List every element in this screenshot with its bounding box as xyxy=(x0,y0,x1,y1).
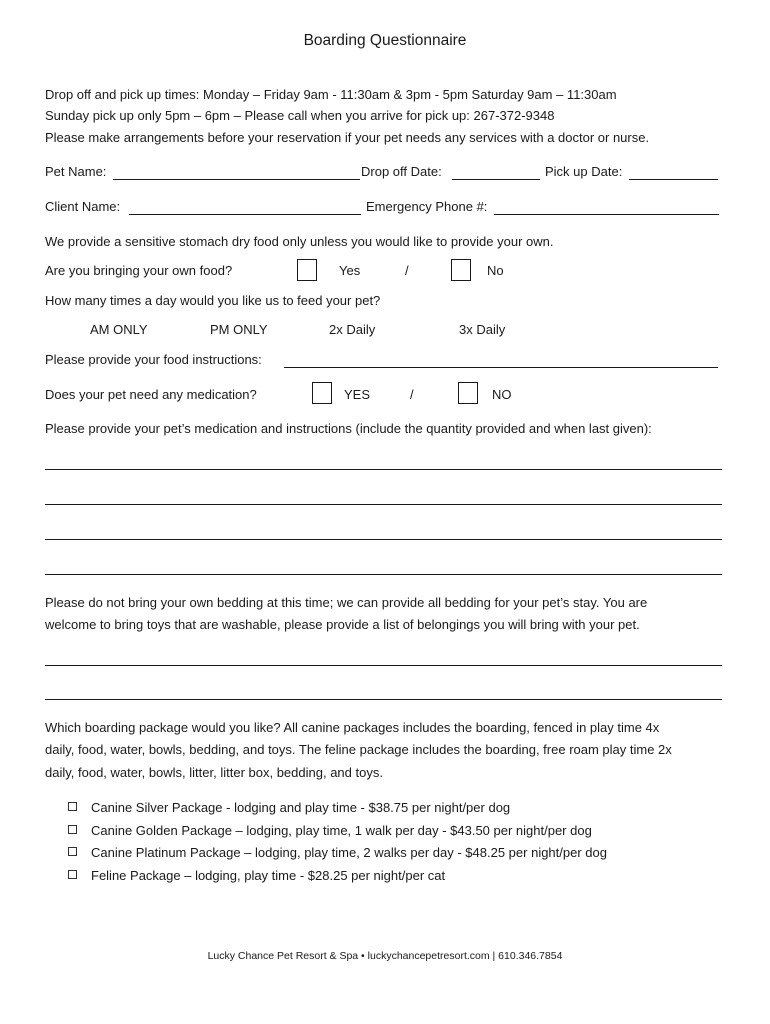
medication-question: Does your pet need any medication? xyxy=(45,387,257,402)
medication-line-3[interactable] xyxy=(45,539,722,540)
packages-intro-3: daily, food, water, bowls, litter, litter box, bedding, and toys. xyxy=(45,765,383,780)
client-name-field[interactable] xyxy=(129,214,361,215)
packages-intro-1: Which boarding package would you like? All canine packages includes the boarding, fenced in play time 4x xyxy=(45,720,660,735)
own-food-question: Are you bringing your own food? xyxy=(45,263,233,278)
own-food-yes-label: Yes xyxy=(339,263,361,278)
belongings-line-2[interactable] xyxy=(45,699,722,700)
package-golden-label: Canine Golden Package – lodging, play time, 1 walk per day - $43.50 per night/per dog xyxy=(91,823,592,838)
feeding-option-pm-only[interactable]: PM ONLY xyxy=(210,322,268,337)
feeding-option-2x-daily[interactable]: 2x Daily xyxy=(329,322,376,337)
package-platinum-checkbox[interactable] xyxy=(68,847,77,856)
arrangements-text: Please make arrangements before your reservation if your pet needs any services with a doctor or nurse. xyxy=(45,130,650,145)
sunday-pickup-text: Sunday pick up only 5pm – 6pm – Please call when you arrive for pick up: 267-372-9348 xyxy=(45,108,555,123)
medication-no-label: NO xyxy=(492,387,512,402)
hours-text: Drop off and pick up times: Monday – Friday 9am - 11:30am & 3pm - 5pm Saturday 9am – 11:30am xyxy=(45,87,617,102)
feeding-option-3x-daily[interactable]: 3x Daily xyxy=(459,322,506,337)
food-statement: We provide a sensitive stomach dry food only unless you would like to provide your own. xyxy=(45,234,554,249)
belongings-line-1[interactable] xyxy=(45,665,722,666)
bedding-text-1: Please do not bring your own bedding at this time; we can provide all bedding for your pet’s stay. You are xyxy=(45,595,648,610)
package-silver-label: Canine Silver Package - lodging and play time - $38.75 per night/per dog xyxy=(91,800,511,815)
pick-up-date-label: Pick up Date: xyxy=(545,164,623,179)
drop-off-date-label: Drop off Date: xyxy=(361,164,442,179)
own-food-no-checkbox[interactable] xyxy=(451,259,471,281)
packages-intro-2: daily, food, water, bowls, bedding, and toys. The feline package includes the boarding, free roam play time 2x xyxy=(45,742,672,757)
bedding-text-2: welcome to bring toys that are washable, please provide a list of belongings you will bring with your pet. xyxy=(45,617,640,632)
package-silver-checkbox[interactable] xyxy=(68,802,77,811)
pick-up-date-field[interactable] xyxy=(629,179,718,180)
own-food-separator: / xyxy=(405,263,409,278)
medication-instructions-label: Please provide your pet’s medication and instructions (include the quantity provided and when last given): xyxy=(45,421,652,436)
feeding-times-question: How many times a day would you like us to feed your pet? xyxy=(45,293,381,308)
package-platinum-label: Canine Platinum Package – lodging, play time, 2 walks per day - $48.25 per night/per dog xyxy=(91,845,607,860)
package-feline-checkbox[interactable] xyxy=(68,870,77,879)
footer-contact: Lucky Chance Pet Resort & Spa • luckychancepetresort.com | 610.346.7854 xyxy=(207,950,563,962)
pet-name-label: Pet Name: xyxy=(45,164,107,179)
medication-line-1[interactable] xyxy=(45,469,722,470)
page-title: Boarding Questionnaire xyxy=(303,32,467,49)
own-food-yes-checkbox[interactable] xyxy=(297,259,317,281)
emergency-phone-field[interactable] xyxy=(494,214,719,215)
client-name-label: Client Name: xyxy=(45,199,121,214)
food-instructions-label: Please provide your food instructions: xyxy=(45,352,262,367)
medication-yes-checkbox[interactable] xyxy=(312,382,332,404)
food-instructions-field[interactable] xyxy=(284,367,718,368)
emergency-phone-label: Emergency Phone #: xyxy=(366,199,488,214)
package-golden-checkbox[interactable] xyxy=(68,825,77,834)
feeding-option-am-only[interactable]: AM ONLY xyxy=(90,322,148,337)
drop-off-date-field[interactable] xyxy=(452,179,540,180)
pet-name-field[interactable] xyxy=(113,179,360,180)
medication-yes-label: YES xyxy=(344,387,371,402)
package-feline-label: Feline Package – lodging, play time - $28.25 per night/per cat xyxy=(91,868,446,883)
medication-separator: / xyxy=(410,387,414,402)
medication-line-2[interactable] xyxy=(45,504,722,505)
own-food-no-label: No xyxy=(487,263,504,278)
medication-line-4[interactable] xyxy=(45,574,722,575)
medication-no-checkbox[interactable] xyxy=(458,382,478,404)
